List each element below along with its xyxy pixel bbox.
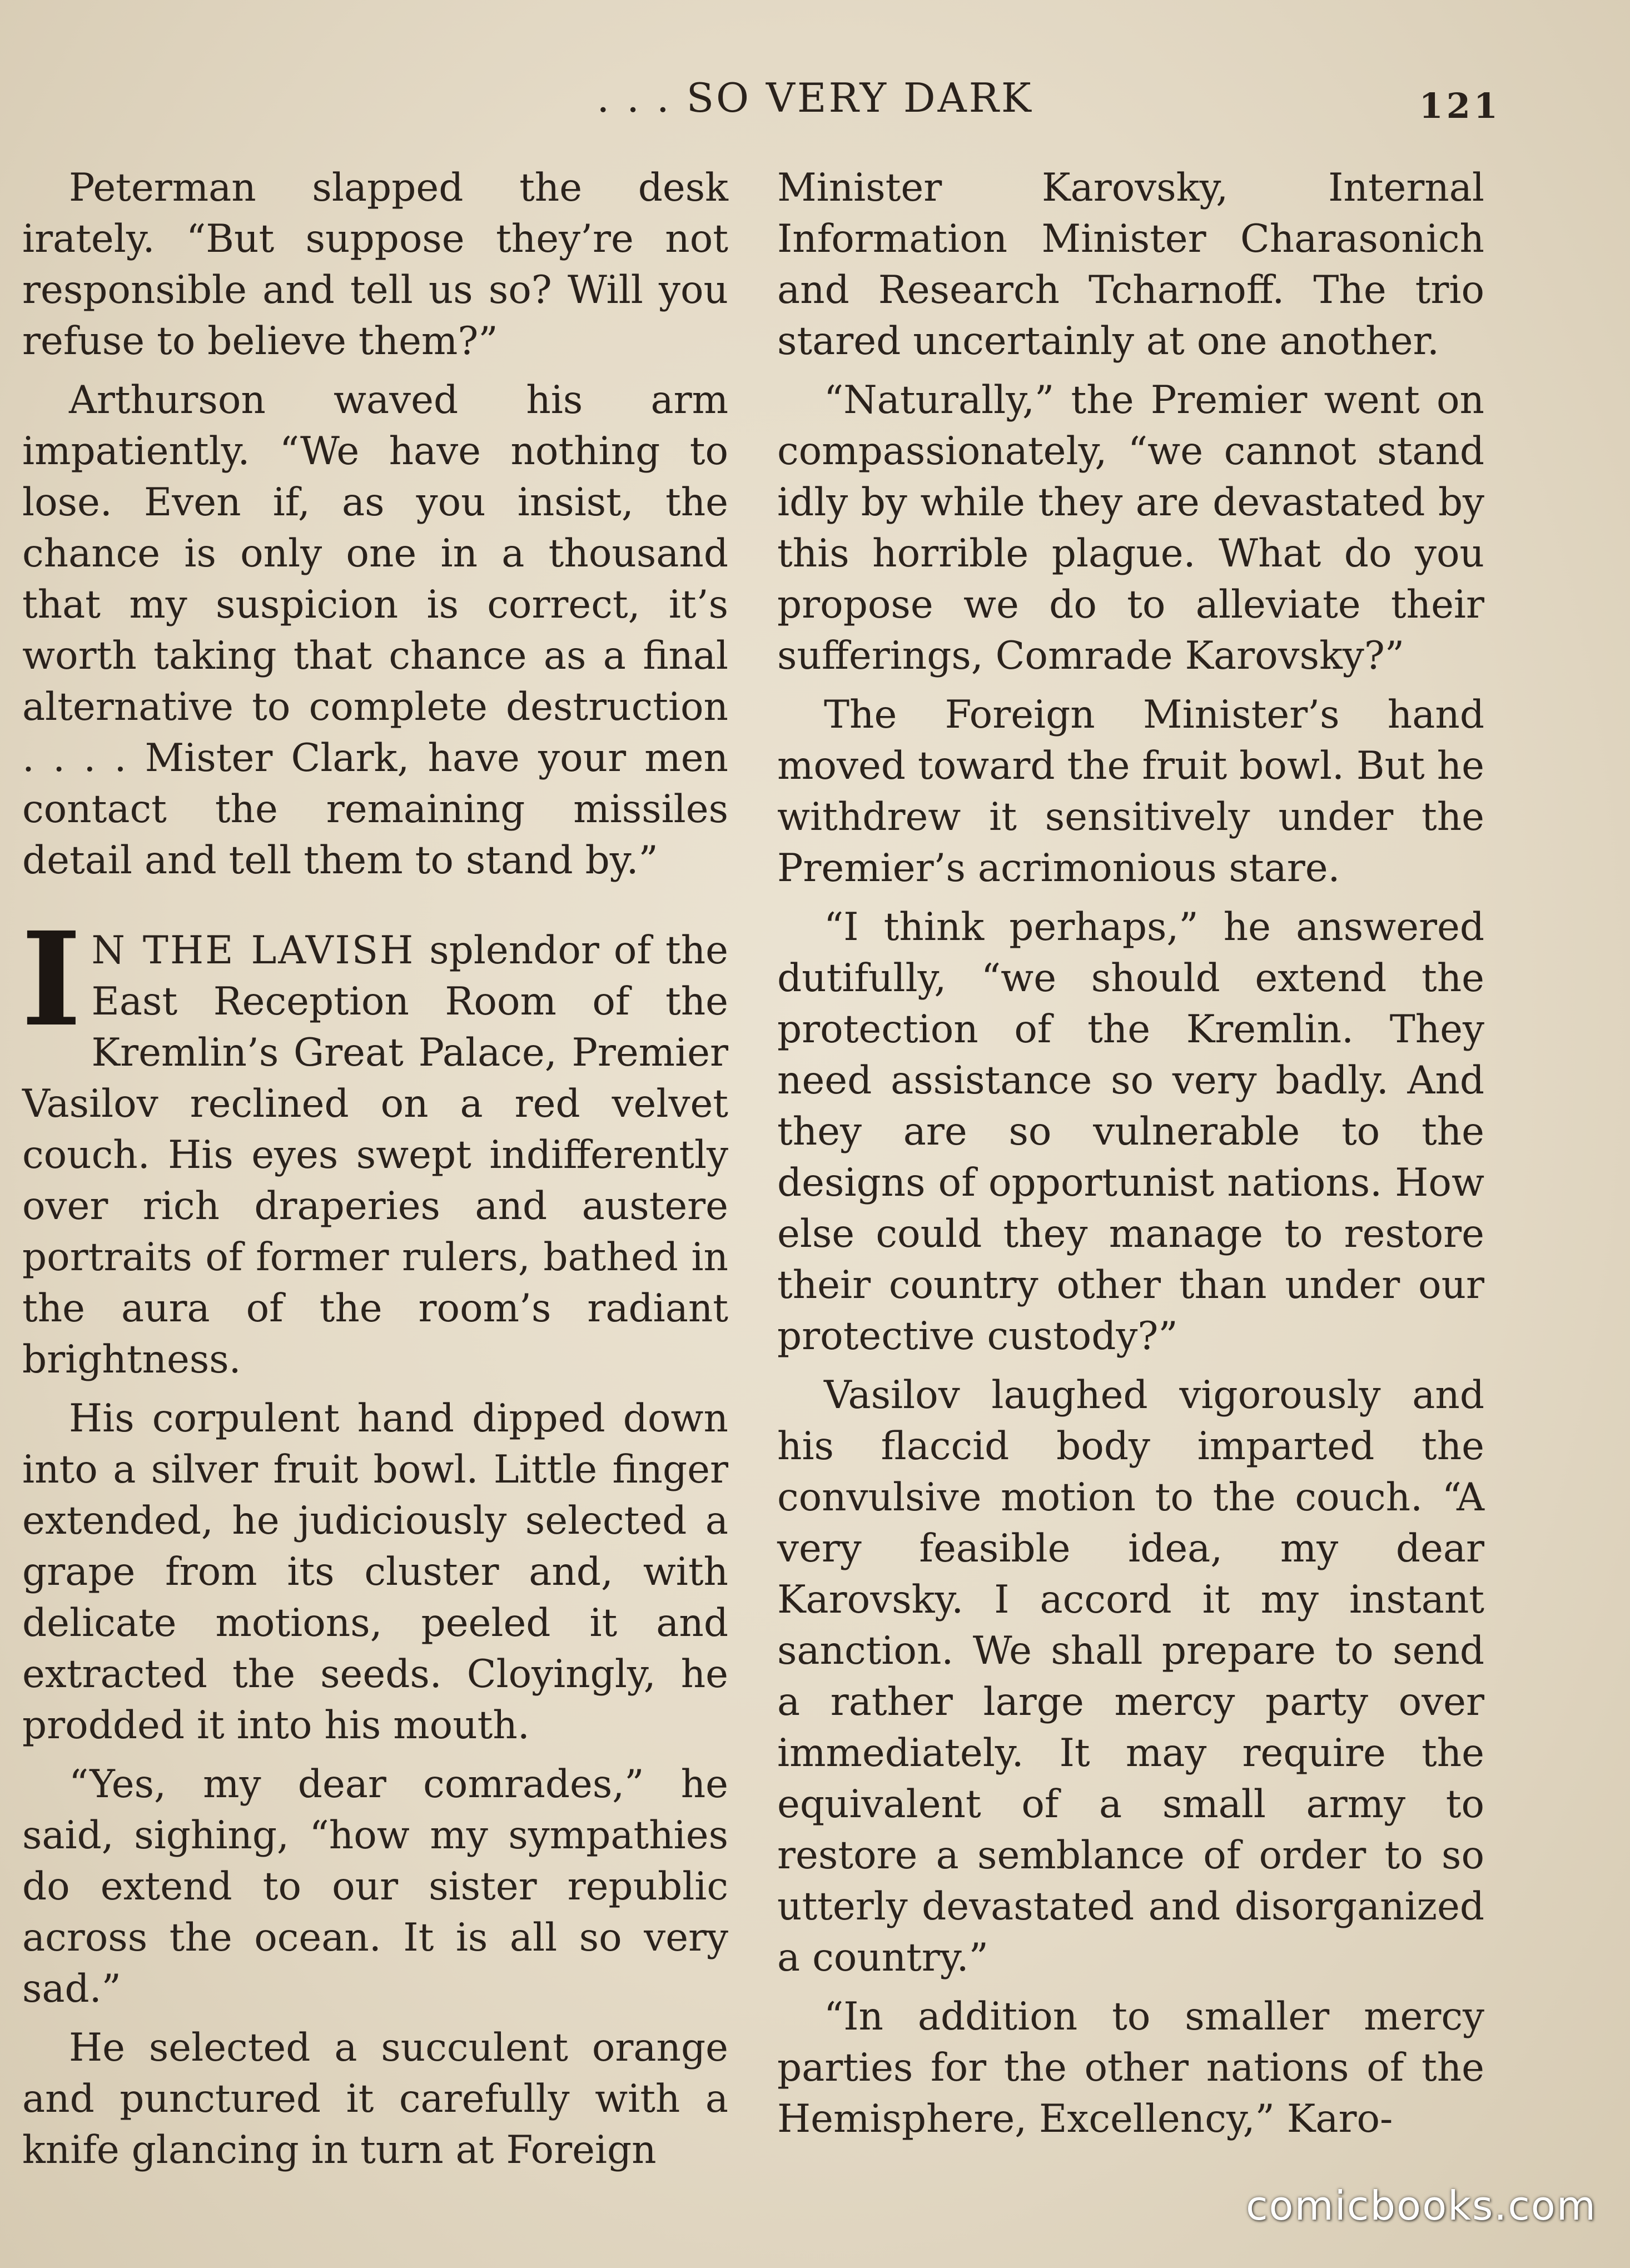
paragraph-drop-cap [21, 903, 728, 1385]
drop-cap: I [21, 903, 82, 1055]
lead-in-caps: N THE LAVISH [91, 928, 415, 973]
paragraph: He selected a succulent orange and punctured it carefully with a knife glancing in turn at Foreign [22, 2026, 728, 2172]
paragraph: “I think perhaps,” he answered dutifully, “we should extend the protection of the Kremlin. They need assistance so very badly. And they are so vulnerable to the designs of opportunist nations. How else could they manage to restore their country other than under our protective custody?” [777, 905, 1484, 1359]
paragraph: His corpulent hand dipped down into a silver fruit bowl. Little finger extended, he judiciously selected a grape from its cluster and, with delicate motions, peeled it and extracted the seeds. Cloyingly, he prodded it into his mouth. [22, 1396, 728, 1748]
left-column [22, 162, 728, 2184]
paragraph: “Naturally,” the Premier went on compassionately, “we cannot stand idly by while they are devastated by this horrible plague. What do you propose we do to alleviate their sufferings, Comrade Karovsky?” [777, 378, 1484, 678]
right-column [777, 162, 1484, 2152]
paragraph-text: splendor of the East Reception Room of the Kremlin’s Great Palace, Premier Vasilov reclined on a red velvet couch. His eyes swept indifferently over rich draperies and austere portraits of former rulers, bathed in the aura of the room’s radiant brightness. [22, 928, 728, 1382]
paragraph: The Foreign Minister’s hand moved toward the fruit bowl. But he withdrew it sensitively under the Premier’s acrimonious stare. [777, 693, 1484, 891]
paragraph: Peterman slapped the desk irately. “But suppose they’re not responsible and tell us so? Will you refuse to believe them?” [22, 166, 728, 364]
watermark-logo: comicbooks.com [1245, 2182, 1597, 2229]
paragraph: “In addition to smaller mercy parties for the other nations of the Hemisphere, Excellency,” Karo- [777, 1995, 1484, 2141]
paragraph: Vasilov laughed vigorously and his flaccid body imparted the convulsive motion to the couch. “A very feasible idea, my dear Karovsky. I accord it my instant sanction. We shall prepare to send a rather large mercy party over immediately. It may require the equivalent of a small army to restore a semblance of order to so utterly devastated and disorganized a country.” [777, 1373, 1484, 1980]
paragraph: Arthurson waved his arm impatiently. “We have nothing to lose. Even if, as you insist, the chance is only one in a thousand that my suspicion is correct, it’s worth taking that chance as a final alternative to complete destruction . . . . Mister Clark, have your men contact the remaining missiles detail and tell them to stand by.” [22, 378, 728, 883]
page-number: 121 [1419, 86, 1501, 126]
paragraph: Minister Karovsky, Internal Information Minister Charasonich and Research Tcharnoff. The trio stared uncertainly at one another. [777, 166, 1484, 364]
paragraph: “Yes, my dear comrades,” he said, sighing, “how my sympathies do extend to our sister republic across the ocean. It is all so very sad.” [22, 1762, 728, 2011]
running-title: . . . SO VERY DARK [597, 74, 1033, 121]
